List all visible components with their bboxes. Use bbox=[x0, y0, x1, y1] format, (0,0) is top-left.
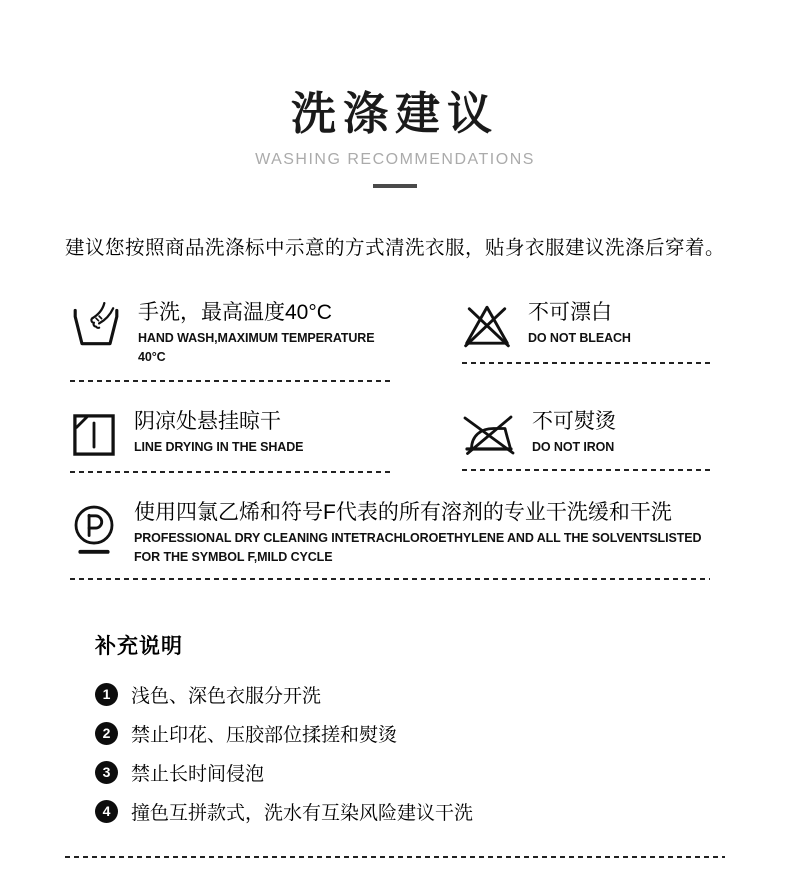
care-item-do-not-iron bbox=[462, 409, 712, 473]
note-text: 禁止长时间侵泡 bbox=[131, 763, 265, 785]
line-dry-shade-icon bbox=[70, 411, 118, 459]
note-text: 禁止印花、压胶部位揉搓和熨烫 bbox=[131, 724, 398, 746]
care-sublabel: DO NOT IRON bbox=[532, 440, 615, 454]
care-row-3 bbox=[0, 500, 790, 580]
notes-heading: 补充说明 bbox=[95, 634, 183, 658]
care-label: 手洗，最高温度40°C bbox=[138, 300, 332, 324]
care-item-do-not-bleach bbox=[462, 300, 712, 382]
dashed-divider bbox=[462, 362, 712, 364]
number-badge: 2 bbox=[95, 722, 118, 745]
supplementary-notes-section bbox=[0, 630, 790, 825]
page-title: 洗涤建议 bbox=[290, 88, 499, 139]
care-sublabel: LINE DRYING IN THE SHADE bbox=[134, 440, 304, 454]
dashed-divider bbox=[70, 380, 392, 382]
care-sublabel: PROFESSIONAL DRY CLEANING INTETRACHLOROETHYLENE AND ALL THE SOLVENTSLISTED FOR THE SYMBOL F,MILD CYCLE bbox=[134, 531, 702, 565]
dry-clean-p-icon bbox=[70, 502, 118, 558]
care-item-line-dry bbox=[70, 409, 392, 473]
care-sublabel: HAND WASH,MAXIMUM TEMPERATURE 40°C bbox=[138, 331, 375, 365]
care-row-1 bbox=[0, 300, 790, 382]
care-label: 不可熨烫 bbox=[532, 409, 616, 433]
number-badge: 1 bbox=[95, 683, 118, 706]
dashed-divider bbox=[70, 578, 710, 580]
care-item-hand-wash bbox=[70, 300, 392, 382]
care-row-2 bbox=[0, 409, 790, 473]
note-item-1 bbox=[95, 681, 790, 708]
hand-wash-icon bbox=[70, 302, 122, 350]
dashed-divider bbox=[462, 469, 712, 471]
note-text: 浅色、深色衣服分开洗 bbox=[131, 685, 322, 707]
do-not-iron-icon bbox=[462, 411, 516, 457]
note-item-3 bbox=[95, 759, 790, 786]
number-badge: 3 bbox=[95, 761, 118, 784]
dashed-divider bbox=[70, 471, 392, 473]
care-label: 阴凉处悬挂晾干 bbox=[134, 409, 281, 433]
page-subtitle: WASHING RECOMMENDATIONS bbox=[255, 150, 535, 168]
care-symbols-section bbox=[0, 300, 790, 580]
note-text: 撞色互拼款式，洗水有互染风险建议干洗 bbox=[131, 802, 474, 824]
care-item-dry-clean bbox=[70, 500, 710, 580]
header bbox=[0, 0, 790, 188]
care-sublabel: DO NOT BLEACH bbox=[528, 331, 631, 345]
number-badge: 4 bbox=[95, 800, 118, 823]
title-accent-bar bbox=[373, 184, 417, 188]
care-label: 不可漂白 bbox=[528, 300, 612, 324]
notes-list bbox=[95, 681, 790, 825]
bottom-dashed-divider bbox=[65, 856, 725, 858]
care-label: 使用四氯乙烯和符号F代表的所有溶剂的专业干洗缓和干洗 bbox=[134, 500, 672, 524]
note-item-4 bbox=[95, 798, 790, 825]
do-not-bleach-icon bbox=[462, 302, 512, 350]
intro-text: 建议您按照商品洗涤标中示意的方式清洗衣服，贴身衣服建议洗涤后穿着。 bbox=[64, 236, 725, 259]
note-item-2 bbox=[95, 720, 790, 747]
